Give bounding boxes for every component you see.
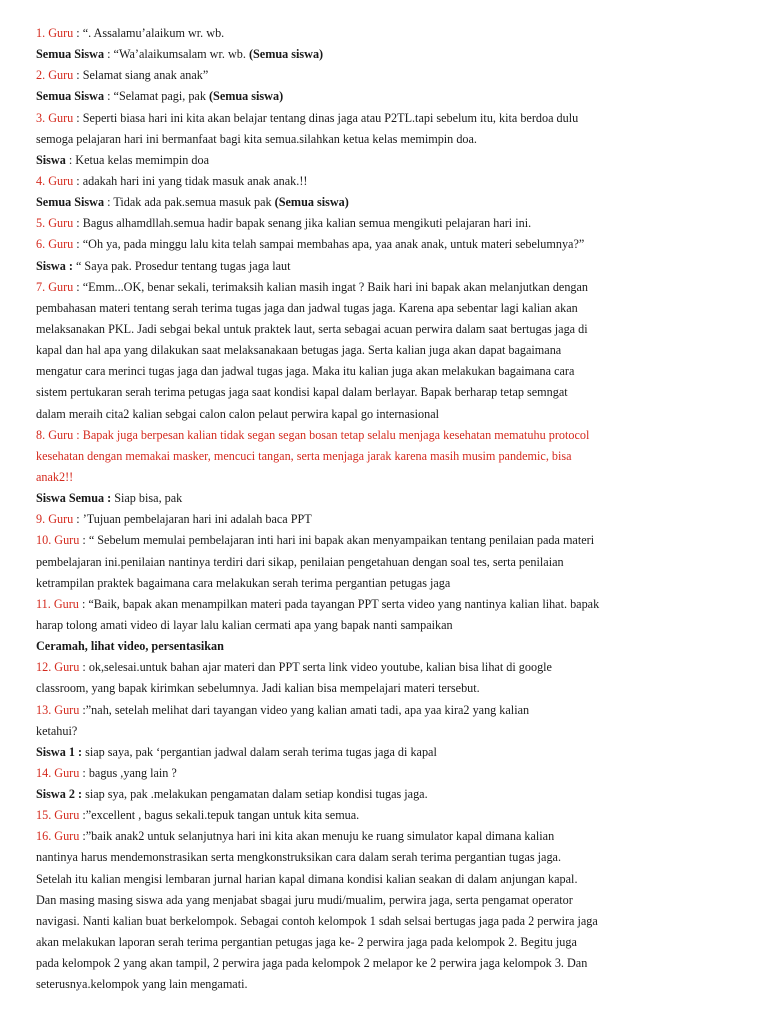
speaker-guru: 11. Guru <box>36 596 79 611</box>
speaker-siswa: Semua Siswa <box>36 195 105 210</box>
speaker-guru: 14. Guru <box>36 765 80 780</box>
line-text: pembahasan materi tentang serah terima tugas jaga dan jadwal tugas jaga. Karena apa sebentar lagi kalian akan <box>36 300 578 315</box>
guru-message-highlighted: anak2!! <box>36 469 74 484</box>
dialogue-line <box>36 213 736 234</box>
dialogue-line <box>36 509 736 530</box>
line-text: Siap bisa, pak <box>111 491 183 506</box>
line-text: dalam meraih cita2 kalian sebgai calon calon pelaut perwira kapal go internasional <box>36 406 440 421</box>
line-text: : “Baik, bapak akan menampilkan materi pada tayangan PPT serta video yang nantinya kalian lihat. bapak <box>78 596 600 611</box>
dialogue-line <box>36 742 736 763</box>
dialogue-line <box>36 911 736 932</box>
dialogue-line <box>36 763 736 784</box>
speaker-note: (Semua siswa) <box>248 47 324 62</box>
dialogue-line <box>36 805 736 826</box>
line-text: Setelah itu kalian mengisi lembaran jurnal harian kapal dimana kondisi kalian seakan di dalam anjungan kapal. <box>36 871 578 886</box>
speaker-guru: 2. Guru <box>36 68 74 83</box>
dialogue-line <box>36 404 736 425</box>
dialogue-line <box>36 953 736 974</box>
line-text: mengatur cara merinci tugas jaga dan jadwal tugas jaga. Maka itu kalian juga akan melakukan bagaimana cara <box>36 364 575 379</box>
dialogue-line <box>36 192 736 213</box>
dialogue-line <box>36 171 736 192</box>
speaker-guru: 13. Guru <box>36 702 80 717</box>
line-text: “ Saya pak. Prosedur tentang tugas jaga laut <box>72 258 291 273</box>
dialogue-line <box>36 974 736 995</box>
line-text: : “ Sebelum memulai pembelajaran inti hari ini bapak akan menyampaikan tentang penilaian pada materi <box>79 533 595 548</box>
dialogue-line <box>36 552 736 573</box>
line-text: :”excellent , bagus sekali.tepuk tangan untuk kita semua. <box>79 808 360 823</box>
dialogue-line <box>36 319 736 340</box>
speaker-guru: 5. Guru <box>36 216 74 231</box>
dialogue-line <box>36 108 736 129</box>
line-text: Dan masing masing siswa ada yang menjabat sbagai juru mudi/mualim, perwira jaga, serta pengamat operator <box>36 892 573 907</box>
dialogue-line <box>36 826 736 847</box>
speaker-guru: 10. Guru <box>36 533 80 548</box>
line-text: : bagus ,yang lain ? <box>79 765 177 780</box>
line-separator: : <box>68 258 73 273</box>
speaker-siswa: Siswa <box>36 152 66 167</box>
dialogue-line <box>36 784 736 805</box>
line-text: siap saya, pak ‘pergantian jadwal dalam serah terima tugas jaga di kapal <box>82 744 437 759</box>
line-text: : “Oh ya, pada minggu lalu kita telah sampai membahas apa, yaa anak anak, untuk materi sebelumnya?” <box>73 237 585 252</box>
speaker-guru: 3. Guru <box>36 110 74 125</box>
dialogue-line <box>36 932 736 953</box>
line-text: melaksanakan PKL. Jadi sebgai bekal untuk praktek laut, serta sebagai acuan perwira dalam saat bertugas jaga di <box>36 321 588 336</box>
dialogue-line <box>36 721 736 742</box>
line-text: kapal dan hal apa yang dilakukan saat melaksanakaan betugas jaga. Serta kalian juga akan dapat bagaimana <box>36 343 562 358</box>
speaker-guru: 15. Guru <box>36 808 80 823</box>
dialogue-line <box>36 446 736 467</box>
line-text: : “. Assalamu’alaikum wr. wb. <box>73 26 225 40</box>
dialogue-line <box>36 425 736 446</box>
line-text: :”nah, setelah melihat dari tayangan video yang kalian amati tadi, apa yaa kira2 yang kalian <box>79 702 530 717</box>
dialogue-line <box>36 298 736 319</box>
dialogue-line <box>36 636 736 657</box>
line-text: : Ketua kelas memimpin doa <box>65 152 209 167</box>
speaker-guru: 6. Guru <box>36 237 74 252</box>
line-text: pada kelompok 2 yang akan tampil, 2 perwira jaga pada kelompok 2 melapor ke 2 perwira jaga kelompok 3. Dan <box>36 956 588 971</box>
speaker-siswa: Siswa 2 : <box>36 787 83 802</box>
speaker-siswa: Siswa 1 : <box>36 744 83 759</box>
speaker-note: (Semua siswa) <box>208 89 284 104</box>
dialogue-line <box>36 869 736 890</box>
dialogue-line <box>36 340 736 361</box>
dialogue-line <box>36 277 736 298</box>
dialogue-line <box>36 700 736 721</box>
speaker-guru: 1. Guru <box>36 26 74 40</box>
line-text: : “Wa’alaikumsalam wr. wb. <box>104 47 249 62</box>
dialogue-line <box>36 530 736 551</box>
line-text: harap tolong amati video di layar lalu kalian cermati apa yang bapak nanti sampaikan <box>36 617 453 632</box>
dialogue-line <box>36 488 736 509</box>
speaker-siswa: Semua Siswa <box>36 89 105 104</box>
guru-message-highlighted: kesehatan dengan memakai masker, mencuci tangan, serta menjaga jarak karena masih musim pandemic, bisa <box>36 448 572 463</box>
speaker-siswa: Siswa <box>36 258 66 273</box>
dialogue-line <box>36 678 736 699</box>
line-text: sistem pertukaran serah terima petugas jaga saat kondisi kapal dalam berlayar. Bapak berharap tetap semngat <box>36 385 568 400</box>
speaker-siswa: Ceramah, lihat video, persentasikan <box>36 639 224 654</box>
dialogue-line <box>36 65 736 86</box>
line-text: : Bagus alhamdllah.semua hadir bapak senang jika kalian semua mengikuti pelajaran hari ini. <box>73 216 532 231</box>
dialogue-line <box>36 847 736 868</box>
line-text: navigasi. Nanti kalian buat berkelompok. Sebagai contoh kelompok 1 sdah selsai bertugas jaga pada 2 perwira jaga <box>36 913 598 928</box>
line-text: : ok,selesai.untuk bahan ajar materi dan PPT serta link video youtube, kalian bisa lihat di google <box>79 660 552 675</box>
dialogue-line <box>36 44 736 65</box>
dialogue-line <box>36 890 736 911</box>
dialogue-line <box>36 256 736 277</box>
document-body <box>36 23 736 995</box>
dialogue-line <box>36 361 736 382</box>
speaker-guru: 16. Guru <box>36 829 80 844</box>
line-text: akan melakukan laporan serah terima pergantian petugas jaga ke- 2 perwira jaga pada kelompok 2. Begitu juga <box>36 935 577 950</box>
speaker-siswa: Semua Siswa <box>36 47 105 62</box>
speaker-guru: 12. Guru <box>36 660 80 675</box>
dialogue-line <box>36 86 736 107</box>
line-text: :”baik anak2 untuk selanjutnya hari ini kita akan menuju ke ruang simulator kapal dimana kalian <box>79 829 555 844</box>
line-text: : ’Tujuan pembelajaran hari ini adalah baca PPT <box>73 512 312 527</box>
speaker-note: (Semua siswa) <box>274 195 349 210</box>
dialogue-line <box>36 615 736 636</box>
line-text: : “Emm...OK, benar sekali, terimaksih kalian masih ingat ? Baik hari ini bapak akan melanjutkan dengan <box>73 279 589 294</box>
dialogue-line <box>36 382 736 403</box>
dialogue-line <box>36 129 736 150</box>
line-text: classroom, yang bapak kirimkan sebelumnya. Jadi kalian bisa mempelajari materi tersebut. <box>36 681 480 696</box>
dialogue-line <box>36 150 736 171</box>
speaker-guru: 9. Guru <box>36 512 74 527</box>
line-text: pembelajaran ini.penilaian nantinya terdiri dari sikap, penilaian pengetahuan dengan soal tes, serta penilaian <box>36 554 564 569</box>
line-text: semoga pelajaran hari ini bermanfaat bagi kita semua.silahkan ketua kelas memimpin doa. <box>36 131 477 146</box>
line-text: seterusnya.kelompok yang lain mengamati. <box>36 977 248 992</box>
line-text: ketahui? <box>36 723 78 738</box>
speaker-siswa: Siswa Semua <box>36 491 105 506</box>
line-text: : Seperti biasa hari ini kita akan belajar tentang dinas jaga atau P2TL.tapi sebelum itu, kita berdoa dulu <box>73 110 579 125</box>
guru-message-highlighted: 8. Guru : Bapak juga berpesan kalian tidak segan segan bosan tetap selalu menjaga kesehatan mematuhu protocol <box>36 427 590 442</box>
dialogue-line <box>36 573 736 594</box>
dialogue-line <box>36 467 736 488</box>
line-text: siap sya, pak .melakukan pengamatan dalam setiap kondisi tugas jaga. <box>82 787 428 802</box>
line-text: ketrampilan praktek bagaimana cara melakukan serah terima pergantian petugas jaga <box>36 575 451 590</box>
line-text: : Selamat siang anak anak” <box>73 68 209 83</box>
dialogue-line <box>36 657 736 678</box>
line-text: : Tidak ada pak.semua masuk pak <box>104 195 275 210</box>
dialogue-line <box>36 234 736 255</box>
dialogue-line <box>36 23 736 44</box>
dialogue-line <box>36 594 736 615</box>
line-text: nantinya harus mendemonstrasikan serta mengkonstruksikan cara dalam serah terima pergantian tugas jaga. <box>36 850 562 865</box>
line-text: : “Selamat pagi, pak <box>104 89 209 104</box>
line-text: : adakah hari ini yang tidak masuk anak anak.!! <box>73 173 308 188</box>
speaker-guru: 7. Guru <box>36 279 74 294</box>
line-separator: : <box>107 491 112 506</box>
speaker-guru: 4. Guru <box>36 173 74 188</box>
